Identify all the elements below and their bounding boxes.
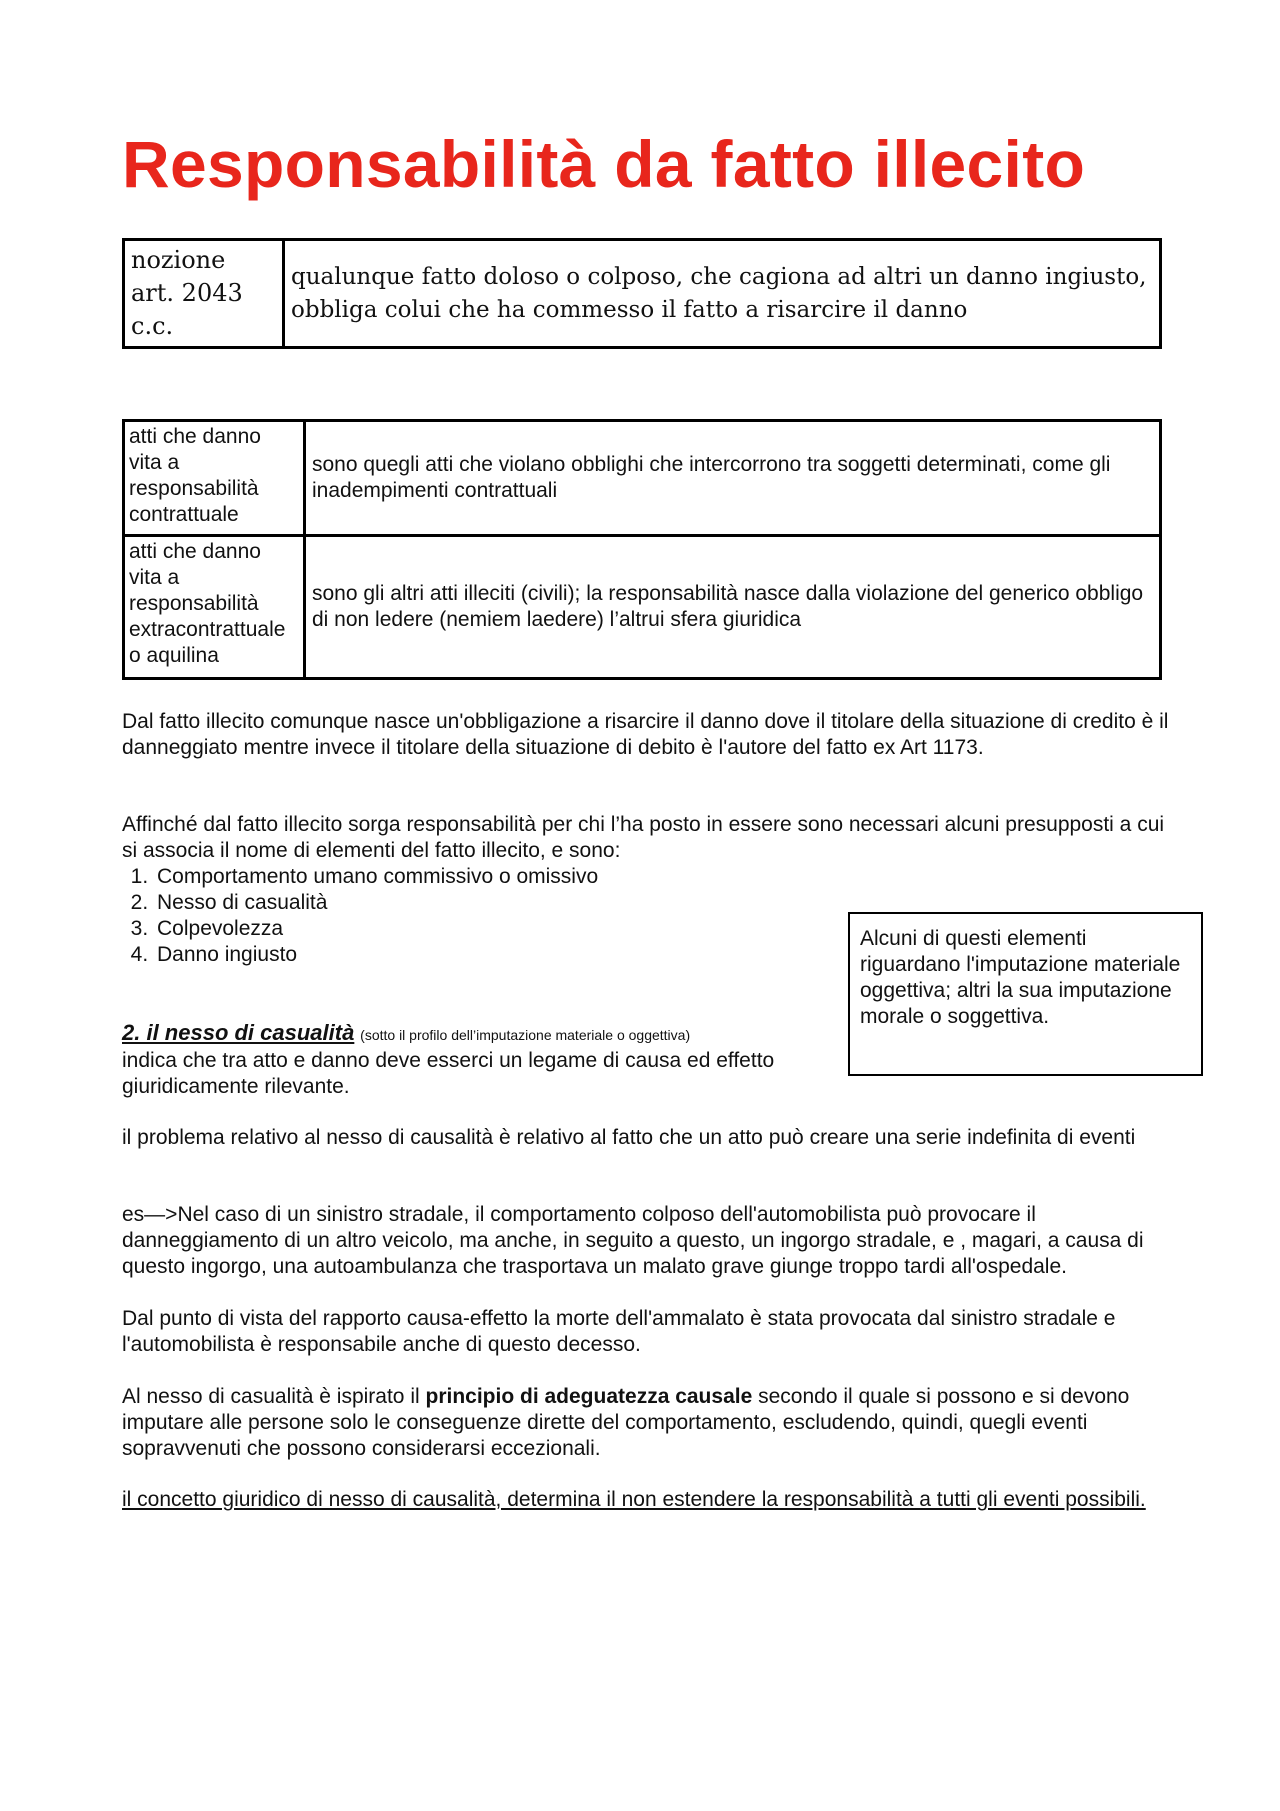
elements-list bbox=[122, 864, 598, 968]
paragraph-example-conclusion: Dal punto di vista del rapporto causa-effetto la morte dell'ammalato è stata provocata dal sinistro stradale e l'automobilista è responsabile anche di questo decesso. bbox=[122, 1307, 1116, 1356]
section-heading: 2. il nesso di casualità bbox=[122, 1020, 355, 1045]
paragraph-principle bbox=[122, 1384, 1172, 1462]
table-cell-key: atti che danno vita a responsabilità contrattuale bbox=[124, 421, 305, 536]
definition-key: nozione art. 2043 c.c. bbox=[124, 240, 284, 348]
definition-value: qualunque fatto doloso o colposo, che cagiona ad altri un danno ingiusto, obbliga colui che ha commesso il fatto a risarcire il danno bbox=[284, 240, 1161, 348]
principle-bold: principio di adeguatezza causale bbox=[425, 1385, 753, 1408]
paragraph-elements-intro: Affinché dal fatto illecito sorga responsabilità per chi l’ha posto in essere sono necessari alcuni presupposti a cui si associa il nome di elementi del fatto illecito, e sono: bbox=[122, 813, 1165, 862]
section-text: indica che tra atto e danno deve esserci un legame di causa ed effetto giuridicamente rilevante. bbox=[122, 1049, 775, 1098]
principle-text-after: secondo il quale si possono e si devono imputare alle persone solo le conseguenze dirette del comportamento, escludendo, quindi, quegli eventi sopravvenuti che possono considerarsi eccezionali. bbox=[122, 1385, 1130, 1460]
list-item: 1. Comportamento umano commissivo o omissivo bbox=[154, 864, 598, 890]
principle-text-before: Al nesso di casualità è ispirato il bbox=[122, 1385, 426, 1408]
definition-row bbox=[124, 240, 1161, 348]
table-row bbox=[124, 536, 1161, 679]
page-title: Responsabilità da fatto illecito bbox=[122, 127, 1086, 201]
table-cell-value: sono quegli atti che violano obblighi che intercorrono tra soggetti determinati, come gli inadempimenti contrattuali bbox=[305, 421, 1161, 536]
table-row bbox=[124, 421, 1161, 536]
list-item: 2. Nesso di casualità bbox=[154, 890, 598, 916]
list-item: 3. Colpevolezza bbox=[154, 916, 598, 942]
definition-table bbox=[122, 238, 1162, 349]
section-subheading: (sotto il profilo dell’imputazione materiale o oggettiva) bbox=[360, 1027, 691, 1043]
paragraph-example: es—>Nel caso di un sinistro stradale, il comportamento colposo dell'automobilista può provocare il danneggiamento di un altro veicolo, ma anche, in seguito a questo, un ingorgo stradale, e , magari, a causa di questo ingorgo, una autoambulanza che trasportava un malato grave giunge troppo tardi all'ospedale. bbox=[122, 1203, 1144, 1278]
responsibility-table bbox=[122, 419, 1162, 680]
table-cell-value: sono gli altri atti illeciti (civili); la responsabilità nasce dalla violazione del generico obbligo di non ledere (nemiem laedere) l’altrui sfera giuridica bbox=[305, 536, 1161, 679]
section-nesso bbox=[122, 1020, 822, 1100]
paragraph-obligation: Dal fatto illecito comunque nasce un'obbligazione a risarcire il danno dove il titolare della situazione di credito è il danneggiato mentre invece il titolare della situazione di debito è l'autore del fatto ex Art 1173. bbox=[122, 710, 1169, 759]
list-item: 4. Danno ingiusto bbox=[154, 942, 598, 968]
table-cell-key: atti che danno vita a responsabilità extracontrattuale o aquilina bbox=[124, 536, 305, 679]
note-box: Alcuni di questi elementi riguardano l'imputazione materiale oggettiva; altri la sua imputazione morale o soggettiva. bbox=[848, 912, 1203, 1076]
paragraph-problem: il problema relativo al nesso di causalità è relativo al fatto che un atto può creare una serie indefinita di eventi bbox=[122, 1126, 1136, 1149]
paragraph-concept: il concetto giuridico di nesso di causalità, determina il non estendere la responsabilità a tutti gli eventi possibili. bbox=[122, 1488, 1146, 1511]
